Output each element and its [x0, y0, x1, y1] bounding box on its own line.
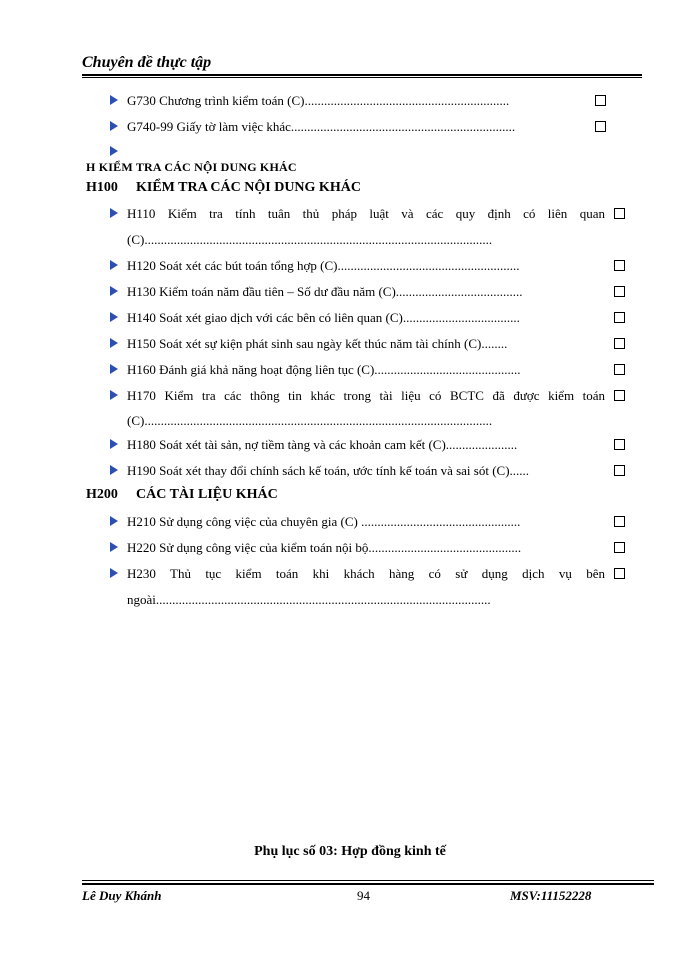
- list-item-h130: H130 Kiểm toán năm đầu tiên – Số dư đầu năm (C).......................................: [127, 284, 523, 299]
- list-item-h160: H160 Đánh giá khả năng hoạt động liên tục (C).............................................: [127, 362, 521, 377]
- bullet-arrow-icon: [110, 208, 118, 218]
- list-item-g730: G730 Chương trình kiểm toán (C)...............................................................: [127, 93, 510, 108]
- appendix-title: Phụ lục số 03: Hợp đồng kinh tế: [254, 844, 446, 859]
- bullet-arrow-icon: [110, 439, 118, 449]
- checkbox-h190[interactable]: [614, 465, 625, 476]
- checkbox-h180[interactable]: [614, 439, 625, 450]
- bullet-arrow-icon: [110, 312, 118, 322]
- list-item-h230-cont: ngoài.......................................................................................................: [127, 592, 491, 607]
- list-item-h150: H150 Soát xét sự kiện phát sinh sau ngày kết thúc năm tài chính (C)........: [127, 336, 508, 351]
- bullet-arrow-icon: [110, 146, 118, 156]
- page-number: 94: [357, 888, 370, 903]
- list-item-h120: H120 Soát xét các bút toán tổng hợp (C)........................................................: [127, 258, 520, 273]
- section-title: CÁC TÀI LIỆU KHÁC: [136, 487, 278, 502]
- checkbox-h120[interactable]: [614, 260, 625, 271]
- bullet-arrow-icon: [110, 260, 118, 270]
- list-item-h170-cont: (C)...........................................................................................................: [127, 413, 493, 428]
- list-item-h190: H190 Soát xét thay đổi chính sách kế toán, ước tính kế toán và sai sót (C)......: [127, 463, 530, 478]
- section-title: KIỂM TRA CÁC NỘI DUNG KHÁC: [136, 180, 361, 195]
- list-item-h110-cont: (C)...........................................................................................................: [127, 232, 493, 247]
- checkbox-h170[interactable]: [614, 390, 625, 401]
- bullet-arrow-icon: [110, 286, 118, 296]
- list-item-h210: H210 Sử dụng công việc của chuyên gia (C) .................................................: [127, 514, 521, 529]
- bullet-arrow-icon: [110, 121, 118, 131]
- bullet-arrow-icon: [110, 568, 118, 578]
- checkbox-g730[interactable]: [595, 95, 606, 106]
- footer-author: Lê Duy Khánh: [82, 888, 162, 903]
- list-item-h180: H180 Soát xét tài sản, nợ tiềm tàng và các khoản cam kết (C)......................: [127, 437, 518, 452]
- page-header-title: Chuyên đề thực tập: [82, 54, 212, 71]
- list-item-g740: G740-99 Giấy tờ làm việc khác.....................................................................: [127, 119, 516, 134]
- bullet-arrow-icon: [110, 338, 118, 348]
- header-rule: [82, 74, 642, 76]
- bullet-arrow-icon: [110, 364, 118, 374]
- checkbox-h160[interactable]: [614, 364, 625, 375]
- checkbox-h140[interactable]: [614, 312, 625, 323]
- checkbox-h130[interactable]: [614, 286, 625, 297]
- footer-rule: [82, 883, 654, 885]
- bullet-arrow-icon: [110, 516, 118, 526]
- bullet-arrow-icon: [110, 542, 118, 552]
- section-code: H200: [86, 487, 118, 502]
- bullet-arrow-icon: [110, 95, 118, 105]
- footer-rule-thin: [82, 880, 654, 881]
- checkbox-h110[interactable]: [614, 208, 625, 219]
- checkbox-g740[interactable]: [595, 121, 606, 132]
- checkbox-h150[interactable]: [614, 338, 625, 349]
- checkbox-h230[interactable]: [614, 568, 625, 579]
- section-h-title: H KIỂM TRA CÁC NỘI DUNG KHÁC: [86, 160, 297, 174]
- section-h100-heading: [86, 180, 361, 196]
- bullet-arrow-icon: [110, 390, 118, 400]
- list-item-h140: H140 Soát xét giao dịch với các bên có liên quan (C)....................................: [127, 310, 520, 325]
- footer-student-id: MSV:11152228: [510, 888, 592, 903]
- section-code: H100: [86, 180, 118, 195]
- list-item-h230: H230 Thủ tục kiểm toán khi khách hàng có sử dụng dịch vụ bên: [127, 566, 605, 581]
- list-item-h170: H170 Kiểm tra các thông tin khác trong tài liệu có BCTC đã được kiểm toán: [127, 388, 605, 403]
- header-rule-thin: [82, 77, 642, 78]
- list-item-h110: H110 Kiểm tra tính tuân thủ pháp luật và các quy định có liên quan: [127, 206, 605, 221]
- checkbox-h210[interactable]: [614, 516, 625, 527]
- section-h200-heading: [86, 487, 278, 503]
- list-item-h220: H220 Sử dụng công việc của kiểm toán nội bộ...............................................: [127, 540, 522, 555]
- checkbox-h220[interactable]: [614, 542, 625, 553]
- bullet-arrow-icon: [110, 465, 118, 475]
